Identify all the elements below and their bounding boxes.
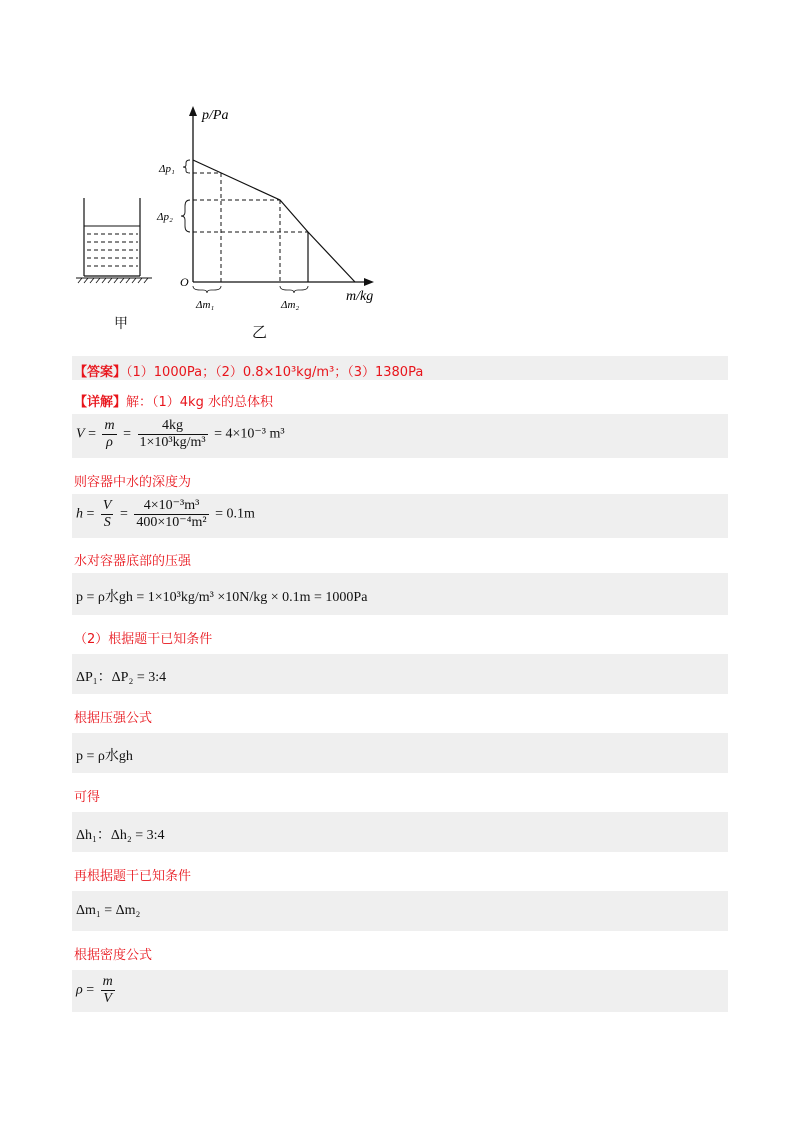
detail-text: 解：（1）4kg 水的总体积 [126,395,273,410]
dm2-label: Δm₂ [281,299,300,311]
step7-label: 再根据题干已知条件 [74,869,192,884]
equation-dm-equal-row [72,891,728,931]
figure-jia-label: 甲 [114,316,128,332]
equation-dh-ratio-row [72,812,728,852]
step8-label: 根据密度公式 [74,948,153,963]
equation-dp-ratio: ΔP₁：ΔP₂ = 3:4 [76,670,167,685]
equation-dp-ratio-row [72,654,728,694]
figure-jia-container [72,190,162,290]
y-axis-label: p/Pa [202,108,229,123]
step6-label: 可得 [74,790,101,805]
equation-pressure-formula-row [72,733,728,773]
detail-label: 【详解】 [74,395,127,410]
step4-label: （2）根据题干已知条件 [74,632,213,647]
dm1-label: Δm₁ [196,299,215,311]
equation-pressure-formula: p = ρ水gh [76,749,133,764]
detail-line [74,391,273,410]
dp2-label: Δp₂ [157,211,173,223]
step5-label: 根据压强公式 [74,711,153,726]
equation-depth: h = $\frac{V}{S}$ = $\frac{\text{4×10⁻³m³}}{\text{400×10⁻⁴m²}}$ = 0.1m [76,498,255,530]
dp1-label: Δp₁ [159,163,175,175]
equation-dh-ratio: Δh₁：Δh₂ = 3:4 [76,828,165,843]
equation-density: ρ = $\frac{m}{V}$ [76,974,113,1006]
equation-dm-equal: Δm₁ = Δm₂ [76,903,141,918]
equation-pressure: p = ρ水gh = 1×10³kg/m³ ×10N/kg × 0.1m = 1000Pa [76,590,368,605]
answer-line [74,361,423,380]
figure-yi-graph [150,100,390,320]
equation-volume: V = $\frac{m}{\rho}$ = $\frac{4kg}{\text{1×10³kg/m³}}$ = 4×10⁻³ m³ [76,418,285,450]
equation-density-row [72,970,728,1012]
answer-label: 【答案】 [74,365,127,380]
x-axis-label: m/kg [346,289,374,304]
origin-label: O [180,275,189,289]
step3-label: 水对容器底部的压强 [74,554,192,569]
answer-text: （1）1000Pa；（2）0.8×10³kg/m³；（3）1380Pa [126,365,424,380]
step2-label: 则容器中水的深度为 [74,475,192,490]
figure-yi-label: 乙 [252,323,268,341]
